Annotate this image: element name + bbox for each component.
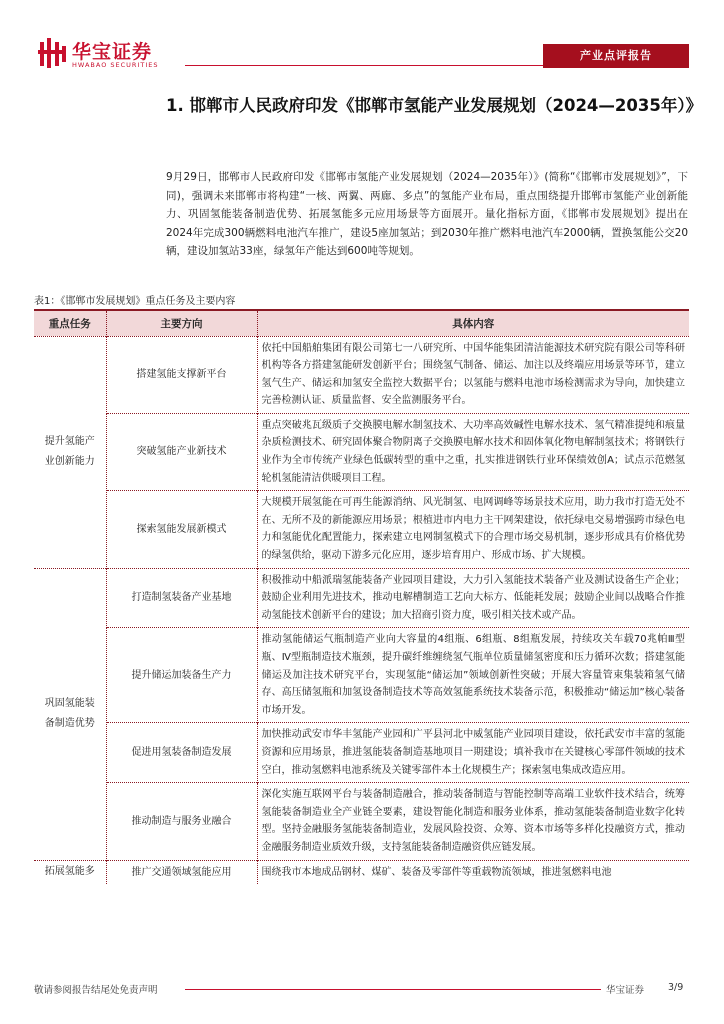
direction-cell: 打造制氢装备产业基地	[106, 568, 257, 628]
logo-chinese-name: 华宝证券	[72, 41, 153, 63]
disclaimer-note: 敬请参阅报告结尾处免责声明	[34, 985, 158, 996]
hwabao-logo-icon	[38, 38, 68, 68]
logo-english-name: HWABAO SECURITIES	[72, 61, 159, 69]
body-paragraph: 9月29日，邯郸市人民政府印发《邯郸市氢能产业发展规划（2024—2035年）》(简称“《邯郸市发展规划》”，下同)，强调未来邯郸市将构建“一核、两翼、两廊、多点”的氢能产业布局，重点围绕提升邯郸市氢能产业创新能力、巩固氢能装备制造优势、拓展氢能多元应用场景等方面展开。量化指标方面，《邯郸市发展规划》提出在2024年完成300辆燃料电池汽车推广，建设5座加氢站；到2030年推广燃料电池汽车2000辆，置换氢能公交20辆，建设加氢站33座，绿氢年产能达到600吨等规划。	[166, 171, 688, 258]
direction-cell: 促进用氢装备制造发展	[106, 723, 257, 783]
table-row	[34, 336, 689, 413]
tasks-table-container	[34, 309, 689, 959]
column-header-content: 具体内容	[257, 311, 689, 336]
direction-cell: 探索氢能发展新模式	[106, 491, 257, 568]
direction-cell: 提升储运加装备生产力	[106, 628, 257, 723]
direction-cell: 推动制造与服务业融合	[106, 783, 257, 860]
content-cell: 深化实施互联网平台与装备制造融合，推动装备制造与智能控制等高端工业软件技术结合，统筹氢能装备制造业全产业链全要素，建设智能化制造和服务业体系，推动氢能装备制造业数字化转型。坚持金融服务氢能装备制造业，发展风险投资、众筹、资本市场等多样化投融资方式，推动金融服务制造业质效升级，支持氢能装备制造融资供应链发展。	[257, 783, 689, 860]
table-row	[34, 860, 689, 884]
company-logo	[38, 36, 178, 76]
header-divider	[185, 65, 543, 66]
content-cell: 加快推动武安市华丰氢能产业园和广平县河北中威氢能产业园项目建设，依托武安市丰富的氢能资源和应用场景，推进氢能装备制造基地项目一期建设；填补我市在关键核心零部件领域的技术空白，推动氢燃料电池系统及关键零部件本土化规模生产；探索氢电集成改造应用。	[257, 723, 689, 783]
table-row	[34, 783, 689, 860]
content-cell: 积极推动中船派瑞氢能装备产业园项目建设，大力引入氢能技术装备产业及测试设备生产企业；鼓励企业利用先进技术，推动电解槽制造工艺向大标方、低能耗发展；鼓励企业间以战略合作推动氢能技术创新平台的建设；加大招商引资力度，吸引相关技术或产品。	[257, 568, 689, 628]
table-row	[34, 628, 689, 723]
task-cell: 拓展氢能多	[34, 860, 106, 884]
column-header-direction: 主要方向	[106, 311, 257, 336]
task-cell: 巩固氢能装备制造优势	[34, 568, 106, 860]
tasks-table	[34, 311, 689, 884]
content-cell: 重点突破兆瓦级质子交换膜电解水制氢技术、大功率高效碱性电解水技术、氢气精准提纯和痕量杂质检测技术、研究固体聚合物阴离子交换膜电解水技术和固体氧化物电解制氢技术；将钢铁行业作为全市传统产业绿色低碳转型的重中之重，扎实推进钢铁行业环保绩效创A；试点示范燃氢轮机氢能清洁供暖项目工程。	[257, 413, 689, 490]
content-cell: 大规模开展氢能在可再生能源消纳、风光制氢、电网调峰等场景技术应用，助力我市打造无处不在、无所不及的新能源应用场景；根植进市内电力主干网架建设，依托绿电交易增强跨市绿色电力和氢能优化配置能力，探索建立电网制氢模式下的合理市场交易机制，逐步形成具有价格优势的绿氢供给，驱动下游多元化应用，逐步培育用户、形成市场、扩大规模。	[257, 491, 689, 568]
direction-cell: 突破氢能产业新技术	[106, 413, 257, 490]
section-title: 1. 邯郸市人民政府印发《邯郸市氢能产业发展规划（2024—2035年）》	[166, 96, 703, 115]
table-row	[34, 413, 689, 490]
direction-cell: 搭建氢能支撑新平台	[106, 336, 257, 413]
footer-divider	[185, 989, 601, 990]
content-cell: 依托中国船舶集团有限公司第七一八研究所、中国华能集团清洁能源技术研究院有限公司等科研机构等各方搭建氢能研发创新平台；围绕氢气制备、储运、加注以及终端应用场景等环节，建立氢气生产、储运和加氢安全监控大数据平台；以氢能与燃料电池市场检测需求为导向，加快建立完善检测认证、质量监督、安全监测服务平台。	[257, 336, 689, 413]
table-row	[34, 723, 689, 783]
content-cell: 围绕我市本地成品钢材、煤矿、装备及零部件等重载物流领域，推进氢燃料电池	[257, 860, 689, 884]
content-cell: 推动氢能储运气瓶制造产业向大容量的4组瓶、6组瓶、8组瓶发展，持续攻关车载70兆帕Ⅲ型瓶、Ⅳ型瓶制造技术瓶颈，提升碳纤维缠绕氢气瓶单位质量储氢密度和压力循环次数；搭建氢能储运及加注技术研究平台，实现氢能“储运加”领域创新性突破；开展大容量管束集装箱氢气储存、高压储氢瓶和加氢设备制造技术等高效氢能系统技术装备示范，积极推动“储运加”核心装备市场开发。	[257, 628, 689, 723]
table-caption: 表1：《邯郸市发展规划》重点任务及主要内容	[34, 296, 236, 307]
task-cell: 提升氢能产业创新能力	[34, 336, 106, 568]
footer-company: 华宝证券	[606, 985, 645, 996]
table-row	[34, 568, 689, 628]
direction-cell: 推广交通领域氢能应用	[106, 860, 257, 884]
table-row	[34, 491, 689, 568]
column-header-task: 重点任务	[34, 311, 106, 336]
table-header-row	[34, 311, 689, 336]
report-type-badge: 产业点评报告	[543, 44, 689, 68]
page-number: 3/9	[668, 982, 684, 993]
